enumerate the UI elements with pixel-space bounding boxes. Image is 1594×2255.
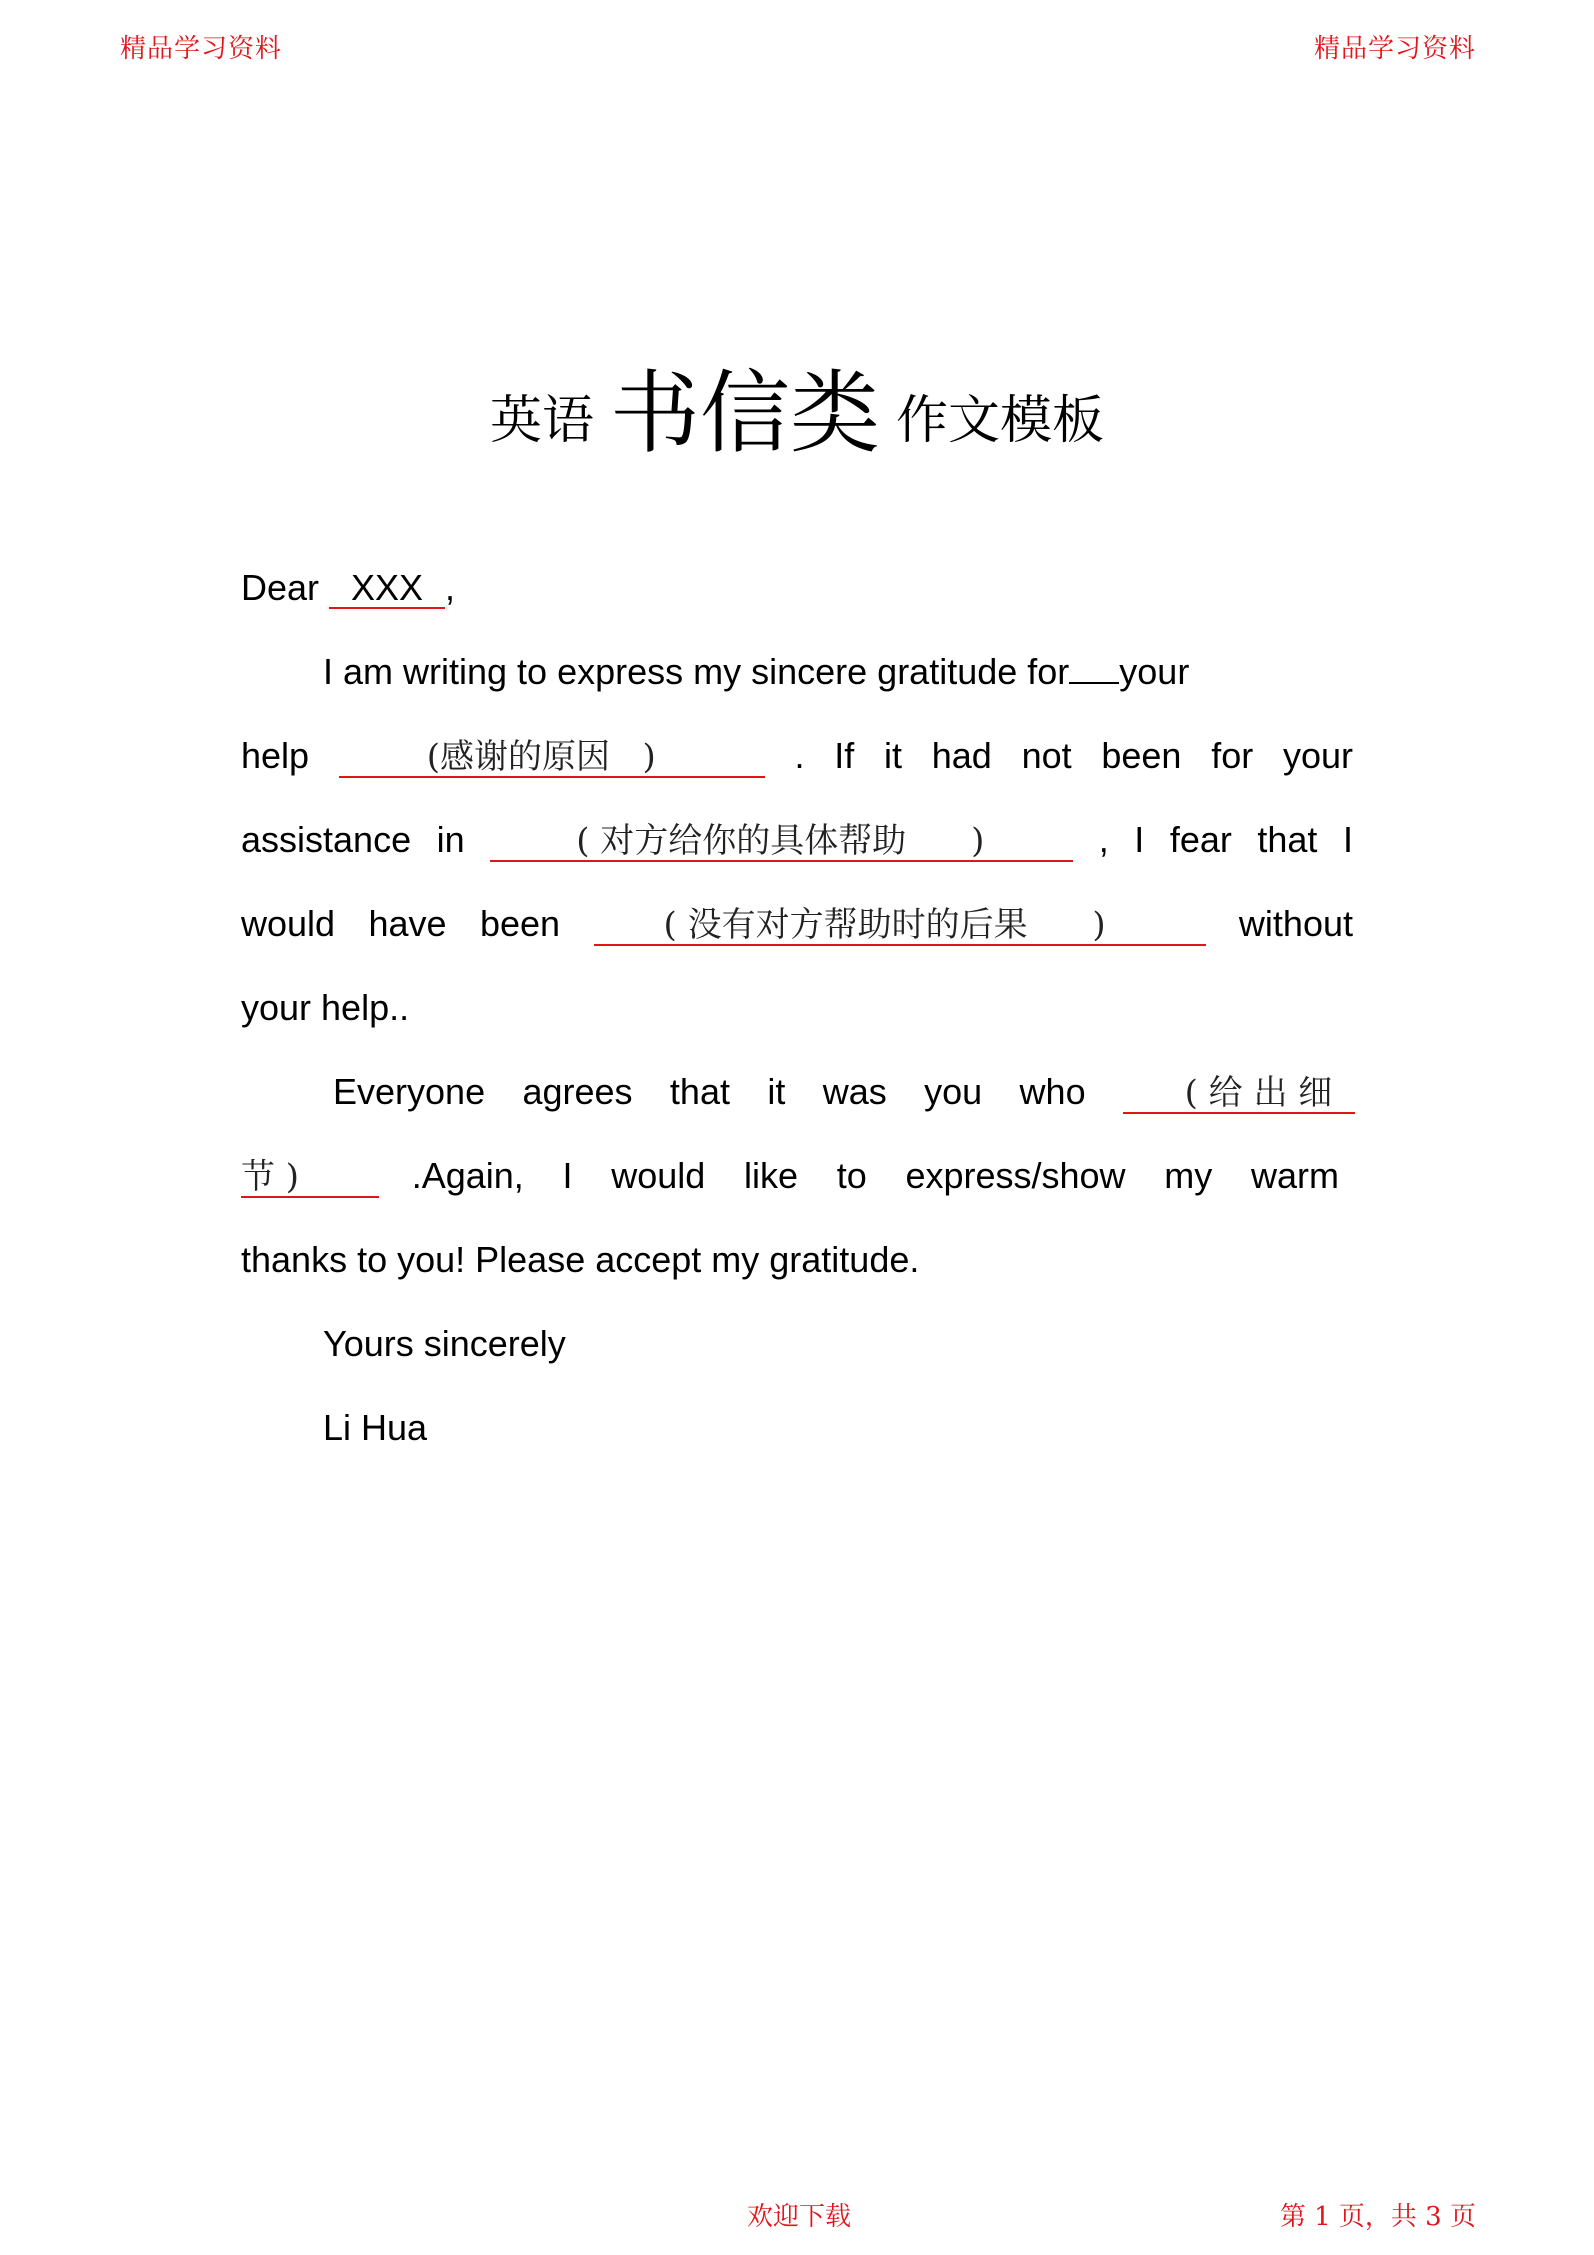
footer-page-number: 第 1 页，共 3 页 [1279, 2202, 1476, 2232]
word: , [1098, 819, 1109, 860]
word: it [884, 735, 903, 776]
word: it [767, 1071, 786, 1112]
letter-line-9 [241, 1238, 919, 1282]
letter-line-7 [333, 1070, 1355, 1114]
word: in [436, 819, 465, 860]
word: to [836, 1155, 867, 1196]
word: I [1134, 819, 1145, 860]
header-watermark-right: 精品学习资料 [1313, 34, 1476, 64]
word: help [241, 735, 310, 776]
word: .Again, [411, 1155, 524, 1196]
blank-consequence [594, 905, 1206, 946]
blank-recipient-name [329, 569, 445, 609]
word: been [479, 903, 561, 944]
blank-specific-help [490, 821, 1073, 862]
word: like [743, 1155, 798, 1196]
word: . [794, 735, 805, 776]
word: warm [1250, 1155, 1339, 1196]
word: without [1238, 903, 1353, 944]
word: Everyone [333, 1071, 486, 1112]
word: If [834, 735, 855, 776]
blank-text: XXX [351, 567, 424, 608]
header-watermark-left: 精品学习资料 [120, 34, 283, 64]
word: had [931, 735, 992, 776]
word: your [1119, 651, 1190, 692]
title-part-template: 作文模板 [896, 391, 1105, 451]
letter-line-6 [241, 986, 409, 1030]
word: I [562, 1155, 573, 1196]
word: would [241, 903, 336, 944]
blank-short [1069, 682, 1119, 684]
word: your help.. [241, 987, 410, 1028]
letter-salutation [241, 566, 455, 610]
word: that [669, 1071, 730, 1112]
word: your [1282, 735, 1353, 776]
word: agrees [522, 1071, 633, 1112]
word: my [1164, 1155, 1213, 1196]
blank-reason [339, 737, 765, 778]
word: assistance [241, 819, 412, 860]
blank-details-start [1123, 1073, 1355, 1114]
word: I am writing to express my sincere gratitude for [323, 651, 1070, 692]
footer-download-text: 欢迎下载 [747, 2202, 852, 2232]
word: , [445, 567, 456, 608]
word: not [1021, 735, 1072, 776]
word: fear [1169, 819, 1232, 860]
letter-line-4 [241, 818, 1353, 862]
word: that [1257, 819, 1318, 860]
title-part-letter: 书信类 [610, 361, 880, 466]
word: you [924, 1071, 983, 1112]
letter-line-2 [323, 650, 1189, 694]
blank-text: ( 没有对方帮助时的后果 ) [663, 905, 1106, 945]
word: Yours sincerely [323, 1323, 566, 1364]
page-title [0, 340, 1594, 470]
word: been [1101, 735, 1182, 776]
word: have [368, 903, 447, 944]
blank-text: ( 给 出 细 [1162, 1073, 1333, 1113]
word: I [1342, 819, 1353, 860]
letter-closing [323, 1322, 566, 1366]
word: express/show [905, 1155, 1126, 1196]
letter-signature [323, 1406, 427, 1450]
blank-details-end [241, 1157, 379, 1198]
word: for [1211, 735, 1254, 776]
letter-line-3 [241, 734, 1353, 778]
letter-line-8 [241, 1154, 1339, 1198]
word: would [611, 1155, 706, 1196]
blank-text: 节 ) [241, 1157, 300, 1197]
word: Li Hua [323, 1407, 428, 1448]
title-part-english: 英语 [489, 391, 594, 451]
blank-text: ( 对方给你的具体帮助 ) [576, 821, 985, 861]
word: thanks to you! Please accept my gratitude. [241, 1239, 920, 1280]
word: was [822, 1071, 887, 1112]
letter-line-5 [241, 902, 1353, 946]
word: who [1019, 1071, 1086, 1112]
blank-text: (感谢的原因 ) [426, 737, 656, 777]
word: Dear [241, 567, 320, 608]
